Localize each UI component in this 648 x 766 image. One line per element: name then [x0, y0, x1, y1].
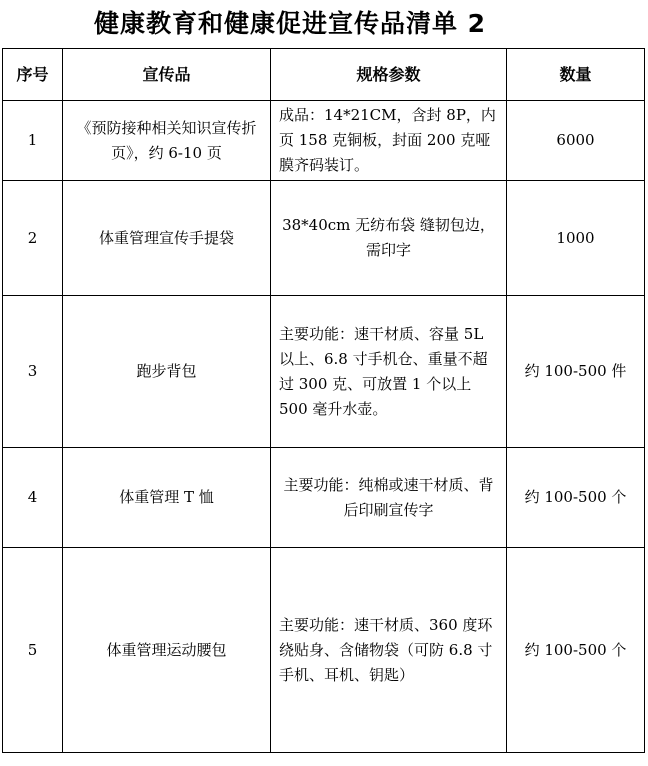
header-row — [3, 49, 645, 101]
row-no: 5 — [3, 548, 63, 753]
row-no: 1 — [3, 101, 63, 181]
header-qty: 数量 — [507, 49, 645, 101]
table-row — [3, 101, 645, 181]
row-qty: 约 100-500 件 — [507, 296, 645, 448]
table-row — [3, 296, 645, 448]
table-row — [3, 548, 645, 753]
row-item: 体重管理宣传手提袋 — [63, 181, 271, 296]
row-item: 《预防接种相关知识宣传折页》，约 6-10 页 — [63, 101, 271, 181]
row-no: 3 — [3, 296, 63, 448]
row-item: 跑步背包 — [63, 296, 271, 448]
header-spec: 规格参数 — [271, 49, 507, 101]
row-spec: 38*40cm 无纺布袋 缝韧包边，需印字 — [271, 181, 507, 296]
row-spec: 成品：14*21CM，含封 8P，内页 158 克铜板，封面 200 克哑膜齐码装订。 — [271, 101, 507, 181]
header-item: 宣传品 — [63, 49, 271, 101]
row-qty: 约 100-500 个 — [507, 548, 645, 753]
row-qty: 约 100-500 个 — [507, 448, 645, 548]
header-no: 序号 — [3, 49, 63, 101]
row-no: 4 — [3, 448, 63, 548]
table-row — [3, 448, 645, 548]
table-row — [3, 181, 645, 296]
row-qty: 1000 — [507, 181, 645, 296]
row-no: 2 — [3, 181, 63, 296]
row-item: 体重管理 T 恤 — [63, 448, 271, 548]
row-spec: 主要功能：纯棉或速干材质、背后印刷宣传字 — [271, 448, 507, 548]
row-item: 体重管理运动腰包 — [63, 548, 271, 753]
items-table — [2, 48, 645, 753]
page-title: 健康教育和健康促进宣传品清单 2 — [93, 9, 487, 38]
row-qty: 6000 — [507, 101, 645, 181]
row-spec: 主要功能：速干材质、360 度环绕贴身、含储物袋（可防 6.8 寸手机、耳机、钥匙） — [271, 548, 507, 753]
row-spec: 主要功能：速干材质、容量 5L 以上、6.8 寸手机仓、重量不超过 300 克、可放置 1 个以上 500 毫升水壶。 — [271, 296, 507, 448]
